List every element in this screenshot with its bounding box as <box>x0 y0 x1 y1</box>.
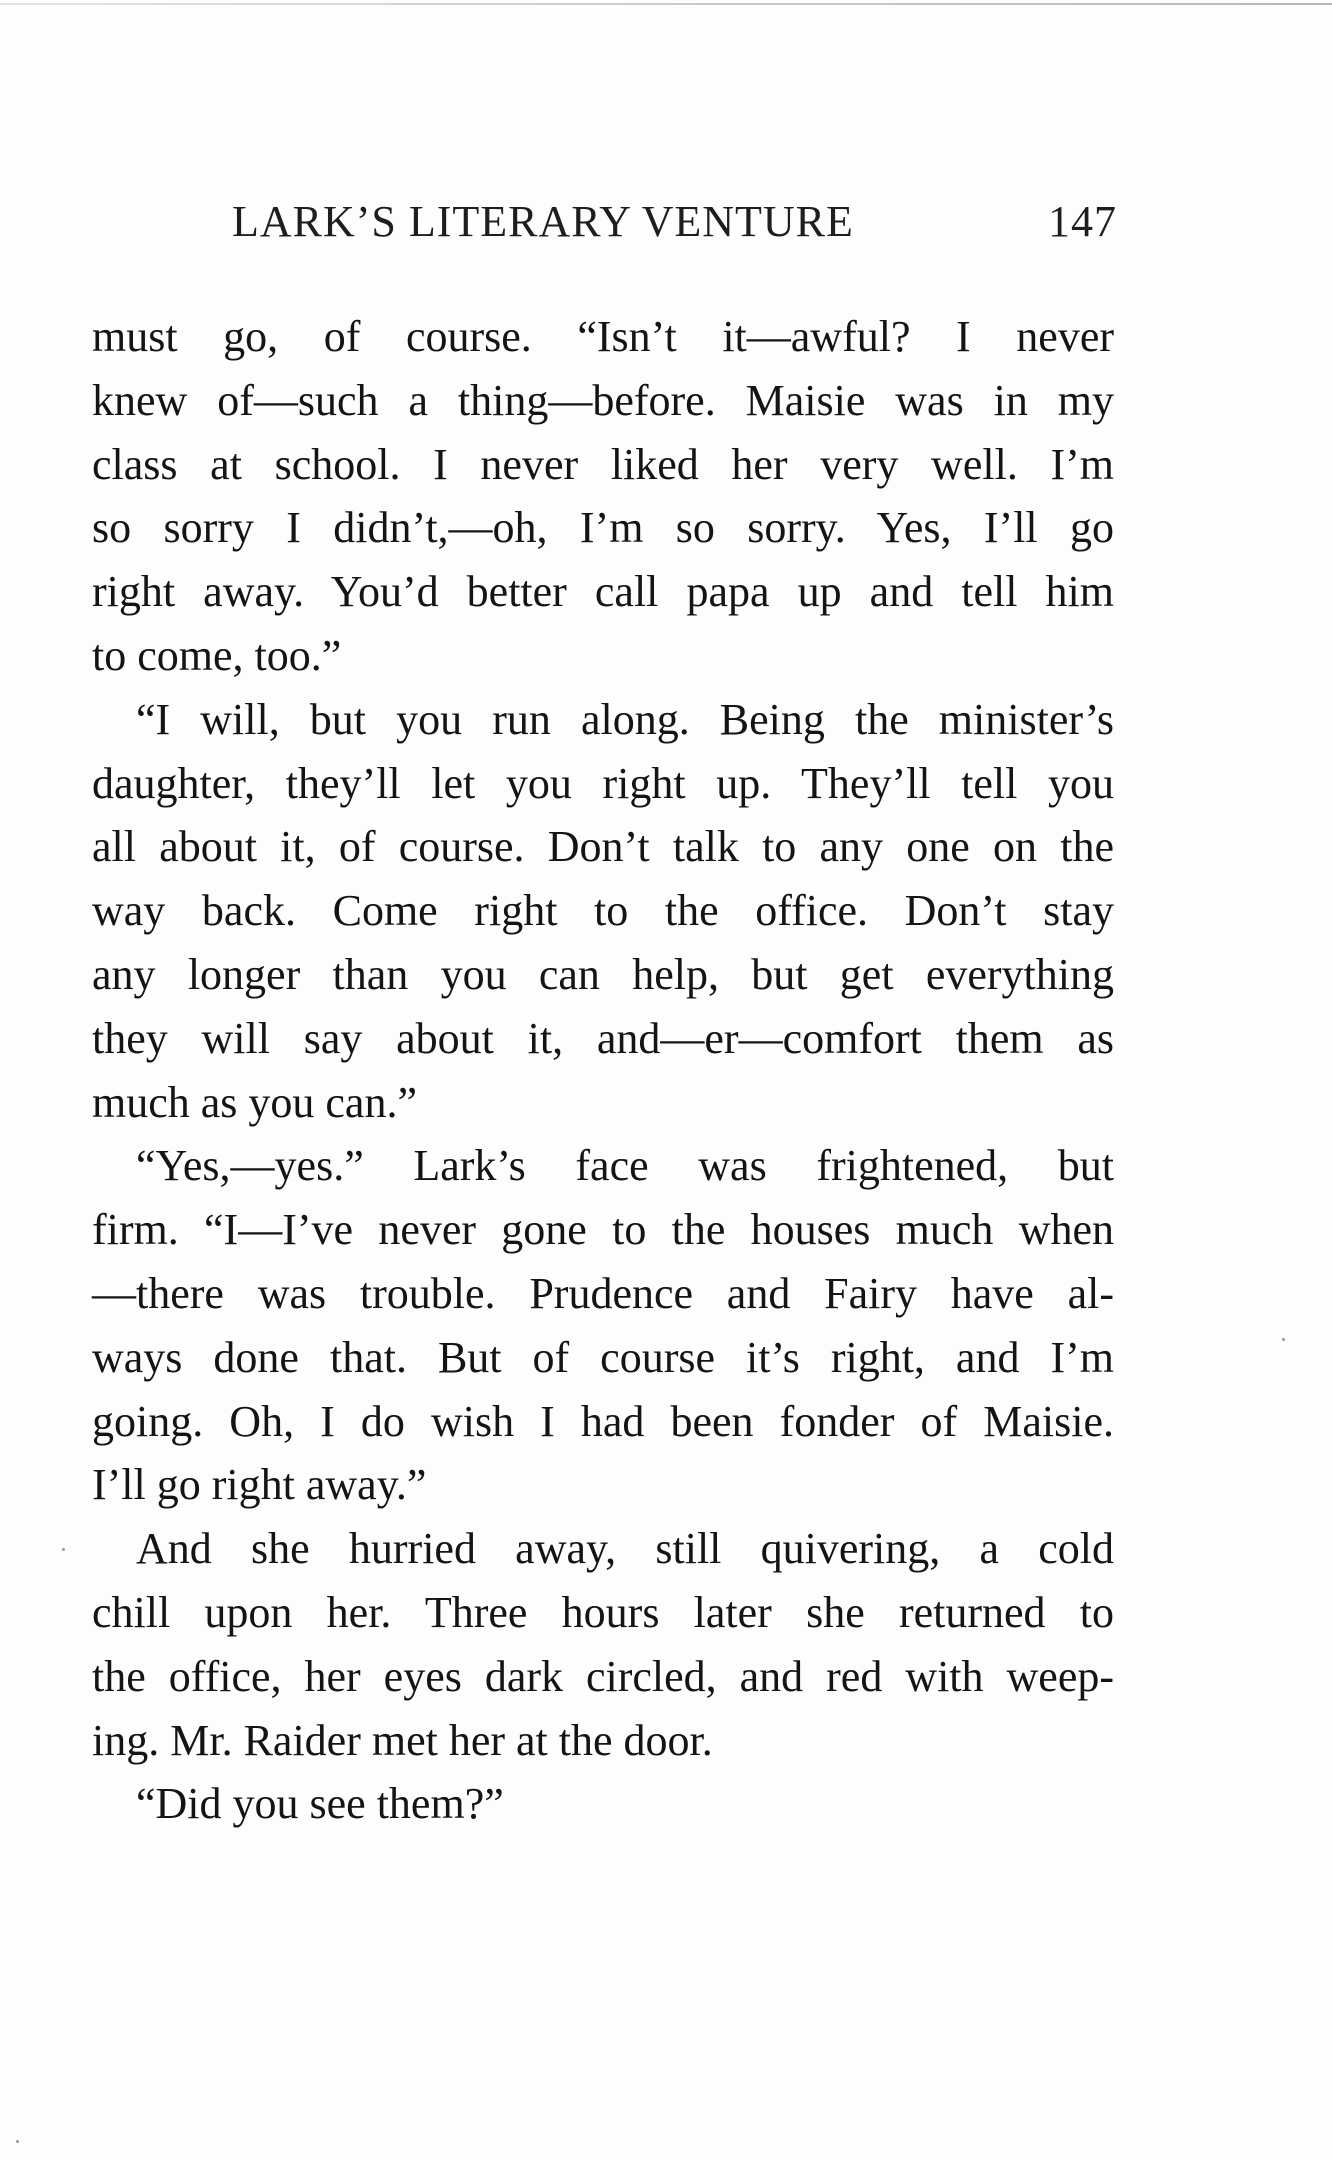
text-line: chill upon her. Three hours later she returned to <box>92 1587 1114 1637</box>
text-line: “Did you see them?” <box>136 1779 504 1829</box>
text-line: all about it, of course. Don’t talk to any one on the <box>92 822 1114 872</box>
text-line: the office, her eyes dark circled, and red with weep- <box>92 1651 1114 1701</box>
text-line: ways done that. But of course it’s right, and I’m <box>92 1332 1114 1382</box>
print-speck <box>1282 1338 1285 1341</box>
text-line: —there was trouble. Prudence and Fairy have al- <box>92 1268 1114 1318</box>
text-line: class at school. I never liked her very well. I’m <box>92 439 1114 489</box>
text-line: daughter, they’ll let you right up. They’ll tell you <box>92 758 1114 808</box>
page-number: 147 <box>1048 197 1117 246</box>
page-edge-rule <box>0 3 1332 5</box>
print-speck <box>16 2140 19 2143</box>
body-text <box>92 305 1114 1836</box>
text-line: way back. Come right to the office. Don’t stay <box>92 886 1114 936</box>
text-line: knew of—such a thing—before. Maisie was in my <box>92 375 1114 425</box>
text-line: ing. Mr. Raider met her at the door. <box>92 1715 713 1765</box>
text-line: going. Oh, I do wish I had been fonder of Maisie. <box>92 1396 1114 1446</box>
text-line: must go, of course. “Isn’t it—awful? I never <box>92 312 1114 361</box>
text-line: any longer than you can help, but get everything <box>92 949 1114 999</box>
paragraph <box>92 688 1114 1135</box>
text-line: “Yes,—yes.” Lark’s face was frightened, but <box>136 1141 1114 1191</box>
running-title: LARK’S LITERARY VENTURE <box>232 197 854 246</box>
text-line: “I will, but you run along. Being the minister’s <box>136 694 1114 744</box>
paragraph <box>92 1517 1114 1772</box>
print-speck <box>62 1548 65 1551</box>
running-head <box>232 196 1117 256</box>
text-line: I’ll go right away.” <box>92 1460 427 1510</box>
paragraph <box>92 305 1114 688</box>
text-line: so sorry I didn’t,—oh, I’m so sorry. Yes, I’ll go <box>92 503 1114 553</box>
text-line: to come, too.” <box>92 630 342 680</box>
text-line: much as you can.” <box>92 1077 417 1127</box>
text-line: And she hurried away, still quivering, a cold <box>136 1524 1114 1574</box>
text-line: they will say about it, and—er—comfort them as <box>92 1013 1114 1063</box>
text-line: right away. You’d better call papa up and tell him <box>92 567 1114 617</box>
paragraph <box>92 1134 1114 1517</box>
paragraph <box>92 1772 1114 1836</box>
text-line: firm. “I—I’ve never gone to the houses much when <box>92 1205 1114 1255</box>
